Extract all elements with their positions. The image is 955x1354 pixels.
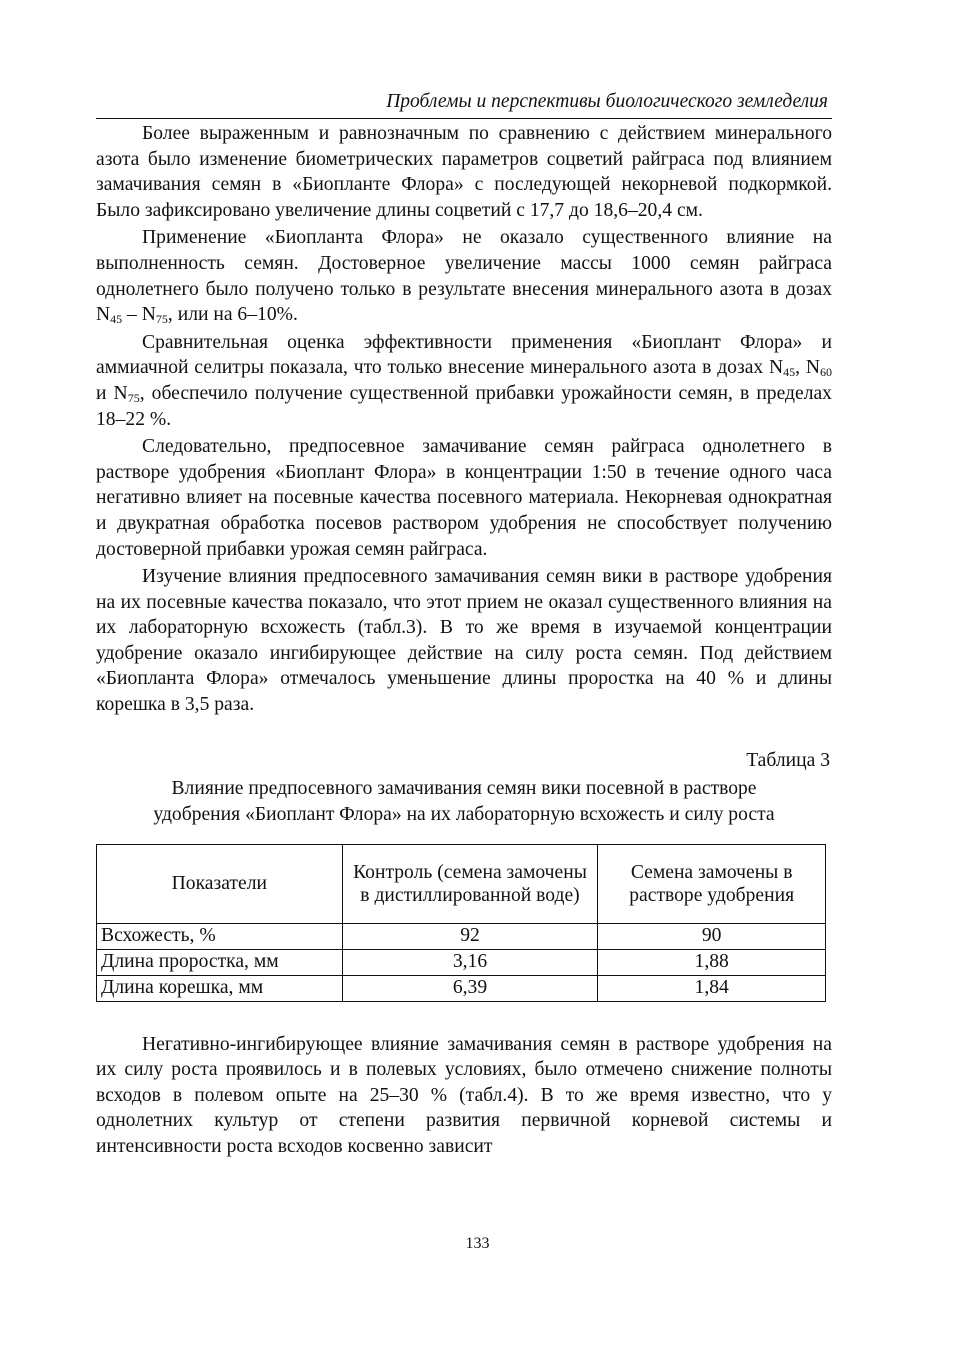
paragraph-6: Негативно-ингибирующее влияние замачивания семян в растворе удобрения на их силу роста проявилось и в полевых условиях, было отмечено снижение полноты всходов в полевом опыте на 25–30 % (табл.4). В то же время известно, что у однолетних культур от степени развития первичной корневой системы и интенсивности роста всходов косвенно зависит xyxy=(96,1033,832,1158)
table-cell: 92 xyxy=(342,923,598,949)
paragraph-3-text-a: Сравнительная оценка эффективности применения «Биоплант Флора» и аммиачной селитры показала, что только внесение минерального азота в дозах N xyxy=(96,331,832,379)
paragraph-2-text-b: – N xyxy=(122,304,156,326)
table-row xyxy=(97,923,826,949)
paragraph-2-text-c: , или на 6–10%. xyxy=(167,304,298,326)
subscript-dose: 75 xyxy=(155,312,168,327)
table-cell: 3,16 xyxy=(342,949,598,975)
table-cell: 1,84 xyxy=(598,975,826,1001)
subscript-dose: 45 xyxy=(783,365,796,380)
subscript-dose: 45 xyxy=(110,312,123,327)
results-table xyxy=(96,844,826,1002)
subscript-dose: 75 xyxy=(127,390,140,405)
paragraph-2-text-a: Применение «Биопланта Флора» не оказало существенного влияние на выполненность семян. Достоверное увеличение массы 1000 семян райграса однолетнего было получено только в результате внесения минерального азота в дозах N xyxy=(96,227,832,326)
table-header-cell: Показатели xyxy=(97,844,343,923)
paragraph-3-text-d: , обеспечило получение существенной прибавки урожайности семян, в пределах 18–22 %. xyxy=(96,382,832,430)
paragraph-3 xyxy=(96,330,832,432)
paragraph-2 xyxy=(96,225,832,327)
paragraph-5: Изучение влияния предпосевного замачивания семян вики в растворе удобрения на их посевные качества показало, что этот прием не оказал существенного влияния на их лабораторную всхожесть (табл.3). В то же время в изучаемой концентрации удобрение оказало ингибирующее действие на силу роста семян. Под действием «Биопланта Флора» отмечалось уменьшение длины проростка на 40 % и длины корешка в 3,5 раза. xyxy=(96,566,832,716)
table-cell: Длина корешка, мм xyxy=(97,975,343,1001)
page-content xyxy=(96,88,832,1160)
table-caption-line: Влияние предпосевного замачивания семян вики посевной в растворе xyxy=(171,777,757,799)
table-header-cell: Контроль (семена замочены в дистиллированной воде) xyxy=(342,844,598,923)
table-row xyxy=(97,975,826,1001)
paragraph-1: Более выраженным и равнозначным по сравнению с действием минерального азота было изменение биометрических параметров соцветий райграса под влиянием замачивания семян в «Биопланте Флора» с последующей некорневой подкормкой. Было зафиксировано увеличение длины соцветий с 17,7 до 18,6–20,4 см. xyxy=(96,123,832,221)
table-header-cell: Семена замочены в растворе удобрения xyxy=(598,844,826,923)
table-label: Таблица 3 xyxy=(746,749,830,771)
table-cell: 90 xyxy=(598,923,826,949)
paragraph-3-text-c: и N xyxy=(96,382,128,404)
running-header: Проблемы и перспективы биологического земледелия xyxy=(96,88,832,119)
table-header-row xyxy=(97,844,826,923)
paragraph-3-text-b: , N xyxy=(795,357,820,379)
table-cell: Длина проростка, мм xyxy=(97,949,343,975)
subscript-dose: 60 xyxy=(820,365,832,380)
page-number: 133 xyxy=(465,1235,490,1252)
paragraph-4: Следовательно, предпосевное замачивание семян райграса однолетнего в растворе удобрения «Биоплант Флора» в концентрации 1:50 в течение одного часа негативно влияет на посевные качества посевного материала. Некорневая однократная и двукратная обработка посевов раствором удобрения не способствует получению достоверной прибавки урожая семян райграса. xyxy=(96,436,832,560)
table-row xyxy=(97,949,826,975)
table-caption xyxy=(96,776,832,828)
table-cell: Всхожесть, % xyxy=(97,923,343,949)
table-cell: 1,88 xyxy=(598,949,826,975)
table-cell: 6,39 xyxy=(342,975,598,1001)
table-caption-line: удобрения «Биоплант Флора» на их лабораторную всхожесть и силу роста xyxy=(153,803,775,825)
